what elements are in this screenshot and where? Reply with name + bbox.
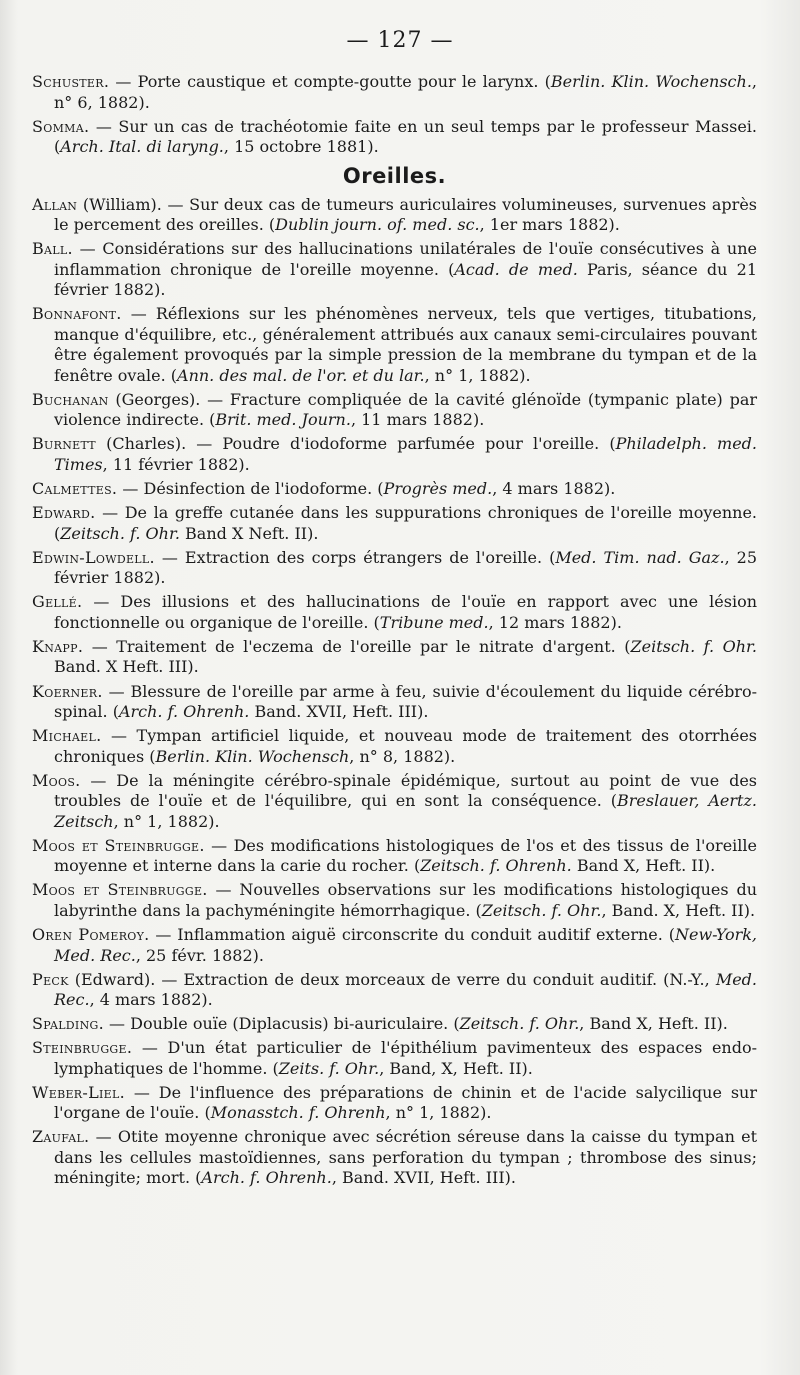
entry-journal: Zeitsch. f. Ohr. xyxy=(481,900,602,920)
entry-text: — Sur un cas de trachéotomie faite en un seul temps par le professeur Massei. ( xyxy=(54,116,757,157)
bibliography-entry xyxy=(32,434,757,475)
entry-text: — Traitement de l'eczema de l'oreille par le nitrate d'argent. ( xyxy=(83,636,631,656)
entry-text: — Extraction des corps étrangers de l'oreille. ( xyxy=(154,547,556,567)
page-number: — 127 — xyxy=(346,28,454,53)
entry-citation: , n° 1, 1882). xyxy=(113,811,220,831)
entry-text: — Réflexions sur les phénomènes nerveux, tels que vertiges, titubations, manque d'équilibre, etc., généralement attribués aux canaux semi-circulaires pouvant être également provoqués par la simple pression de la membrane du tympan et de la fenêtre ovale. ( xyxy=(54,304,757,385)
entry-citation: , n° 6, 1882). xyxy=(54,72,758,112)
entry-text: — Otite moyenne chronique avec sécrétion séreuse dans la caisse du tympan et dans les cellules mastoïdiennes, sans perforation du tympan ; thrombose des sinus; méningite; mort. ( xyxy=(54,1127,757,1188)
bibliography-entry xyxy=(32,1014,757,1035)
entry-citation: , n° 1, 1882). xyxy=(424,365,531,385)
section-title: Oreilles. xyxy=(342,163,447,188)
entry-citation: , Band X, Heft. II). xyxy=(579,1014,728,1034)
entry-author: Zaufal. xyxy=(32,1127,90,1147)
entry-text: (Charles). — Poudre d'iodoforme parfumée pour l'oreille. ( xyxy=(95,434,616,454)
entry-text: — De la méningite cérébro-spinale épidémique, surtout au point de vue des troubles de l'ouïe et de l'équilibre, qui en sont la conséquence. ( xyxy=(54,770,757,811)
entry-journal: Zeits. f. Ohr. xyxy=(278,1058,380,1078)
entry-author: Ball. xyxy=(32,239,73,259)
entry-citation: , 4 mars 1882). xyxy=(89,990,213,1010)
entry-journal: Zeitsch. f. Ohr. xyxy=(630,636,758,656)
entry-journal: Zeitsch. f. Ohr. xyxy=(459,1014,580,1034)
bibliography-entry xyxy=(32,72,757,113)
entry-journal: Berlin. Klin. Wochensch. xyxy=(550,72,752,91)
entry-author: Calmettes. xyxy=(32,479,118,499)
entry-author: Weber-Liel. xyxy=(32,1082,125,1102)
entry-author: Burnett xyxy=(32,434,96,454)
entry-citation: , Band, X, Heft. II). xyxy=(379,1058,533,1078)
bibliography-entry xyxy=(32,637,757,678)
entry-text: — De l'influence des préparations de chinin et de l'acide salycilique sur l'organe de l'ouïe. ( xyxy=(54,1082,757,1123)
entry-citation: , 12 mars 1882). xyxy=(488,612,622,632)
entry-journal: New-York, Med. Rec. xyxy=(54,925,758,965)
bibliography-entry xyxy=(32,925,757,966)
entry-text: — Désinfection de l'iodoforme. ( xyxy=(117,479,384,499)
entry-citation: , 11 février 1882). xyxy=(102,454,250,474)
entry-journal: Arch. f. Ohrenh. xyxy=(118,702,250,722)
entry-citation: , Band. XVII, Heft. III). xyxy=(331,1168,516,1188)
entry-citation: Band X, Heft. II). xyxy=(571,856,716,876)
bibliography-entry xyxy=(32,479,757,500)
bibliography-entry xyxy=(32,239,757,301)
entry-citation: Band. X Heft. III). xyxy=(54,657,199,677)
entry-citation: , n° 1, 1882). xyxy=(385,1103,492,1123)
entry-journal: Tribune med. xyxy=(379,612,489,632)
entry-journal: Arch. f. Ohrenh. xyxy=(201,1168,332,1188)
bibliography-entry xyxy=(32,771,757,833)
entry-text: — De la greffe cutanée dans les suppurations chroniques de l'oreille moyenne. ( xyxy=(54,503,757,543)
bibliography-entry xyxy=(32,1083,757,1124)
entry-journal: Arch. Ital. di laryng. xyxy=(60,137,224,157)
bibliography-entry xyxy=(32,1127,757,1189)
entry-citation: , Band. X, Heft. II). xyxy=(601,900,756,920)
entry-citation: , 11 mars 1882). xyxy=(350,410,485,430)
entry-citation: , 15 octobre 1881). xyxy=(223,137,379,157)
entry-author: Buchanan xyxy=(32,389,109,409)
entry-author: Moos et Steinbrugge. xyxy=(32,880,208,900)
entry-text: (Edward). — Extraction de deux morceaux de verre du conduit auditif. (N.-Y., xyxy=(68,969,716,989)
entry-author: Somma. xyxy=(32,116,90,136)
entry-author: Edwin-Lowdell. xyxy=(32,547,155,567)
entry-author: Edward. xyxy=(32,503,96,523)
bibliography-entry xyxy=(32,503,757,544)
entry-journal: Brit. med. Journ. xyxy=(215,410,351,430)
entry-journal: Med. Tim. nad. Gaz. xyxy=(555,547,725,567)
entry-citation: , 1er mars 1882). xyxy=(479,215,620,235)
entry-text: — Des modifications histologiques de l'os et des tissus de l'oreille moyenne et interne dans la carie du rocher. ( xyxy=(54,835,757,876)
entry-author: Moos et Steinbrugge. xyxy=(32,835,205,855)
entry-text: — Blessure de l'oreille par arme à feu, suivie d'écoulement du liquide cérébro-spinal. ( xyxy=(54,681,757,722)
bibliography-content xyxy=(32,72,757,1193)
entry-journal: Berlin. Klin. Wochensch xyxy=(155,746,350,766)
entry-text: — Double ouïe (Diplacusis) bi-auriculaire. ( xyxy=(103,1014,460,1034)
entry-author: Steinbrugge. xyxy=(32,1038,133,1058)
bibliography-entry xyxy=(32,1038,757,1079)
bibliography-entry xyxy=(32,117,757,158)
entry-citation: , 4 mars 1882). xyxy=(492,479,616,499)
entry-text: — Des illusions et des hallucinations de l'ouïe en rapport avec une lésion fonctionnelle ou organique de l'oreille. ( xyxy=(54,592,757,632)
bibliography-entry xyxy=(32,195,757,236)
entry-journal: Breslauer, Aertz. Zeitsch xyxy=(54,791,757,831)
bibliography-entry xyxy=(32,682,757,723)
entry-author: Bonnafont. xyxy=(32,304,122,324)
entry-author: Moos. xyxy=(32,770,81,790)
entry-text: — Nouvelles observations sur les modifications histologiques du labyrinthe dans la pachyméningite hémorrhagique. ( xyxy=(54,880,758,920)
entry-journal: Philadelph. med. Times xyxy=(54,434,757,474)
bibliography-entry xyxy=(32,548,757,589)
entry-author: Spalding. xyxy=(32,1014,104,1034)
entry-text: — Considérations sur des hallucinations unilatérales de l'ouïe consécutives à une inflammation chronique de l'oreille moyenne. ( xyxy=(54,239,757,279)
entry-text: (Georges). — Fracture compliquée de la cavité glénoïde (tympanic plate) par violence indirecte. ( xyxy=(54,389,757,430)
entry-citation: Band. XVII, Heft. III). xyxy=(249,702,429,722)
entry-author: Oren Pomeroy. xyxy=(32,925,150,944)
entry-citation: Paris, séance du 21 février 1882). xyxy=(54,259,758,300)
entry-author: Allan xyxy=(32,194,78,214)
bibliography-entry xyxy=(32,880,757,921)
bibliography-entry xyxy=(32,592,757,633)
entry-text: — D'un état particulier de l'épithélium pavimenteux des espaces endo-lymphatiques de l'homme. ( xyxy=(54,1038,757,1078)
entry-journal: Zeitsch. f. Ohr. xyxy=(60,523,180,543)
entry-journal: Ann. des mal. de l'or. et du lar. xyxy=(177,365,425,385)
entry-citation: , 25 février 1882). xyxy=(54,547,758,588)
entry-citation: , 25 févr. 1882). xyxy=(135,945,264,965)
entry-citation: , n° 8, 1882). xyxy=(349,746,456,766)
entry-author: Schuster. xyxy=(32,72,110,91)
entry-text: — Tympan artificiel liquide, et nouveau mode de traitement des otorrhées chroniques ( xyxy=(54,726,757,766)
bibliography-entry xyxy=(32,726,757,767)
bibliography-entry xyxy=(32,836,757,877)
bibliography-entry xyxy=(32,390,757,431)
entry-author: Michael. xyxy=(32,726,102,746)
entry-journal: Zeitsch. f. Ohrenh. xyxy=(420,856,572,876)
entry-text: — Porte caustique et compte-goutte pour le larynx. ( xyxy=(109,72,551,91)
bibliography-entry xyxy=(32,304,757,386)
entry-journal: Progrès med. xyxy=(383,479,493,499)
entry-citation: Band X Neft. II). xyxy=(179,523,319,543)
entry-journal: Acad. de med. xyxy=(454,259,578,279)
entry-text: — Inflammation aiguë circonscrite du conduit auditif externe. ( xyxy=(149,925,675,944)
entry-text: (William). — Sur deux cas de tumeurs auriculaires volumineuses, survenues après le percement des oreilles. ( xyxy=(54,194,757,235)
entry-author: Koerner. xyxy=(32,681,103,701)
entry-journal: Monasstch. f. Ohrenh xyxy=(210,1103,386,1123)
bibliography-entry xyxy=(32,970,757,1011)
entry-author: Knapp. xyxy=(32,636,84,656)
entry-author: Gellé. xyxy=(32,592,83,612)
entry-author: Peck xyxy=(32,969,69,989)
entry-journal: Med. Rec. xyxy=(54,969,757,1010)
entry-journal: Dublin journ. of. med. sc. xyxy=(275,215,480,235)
